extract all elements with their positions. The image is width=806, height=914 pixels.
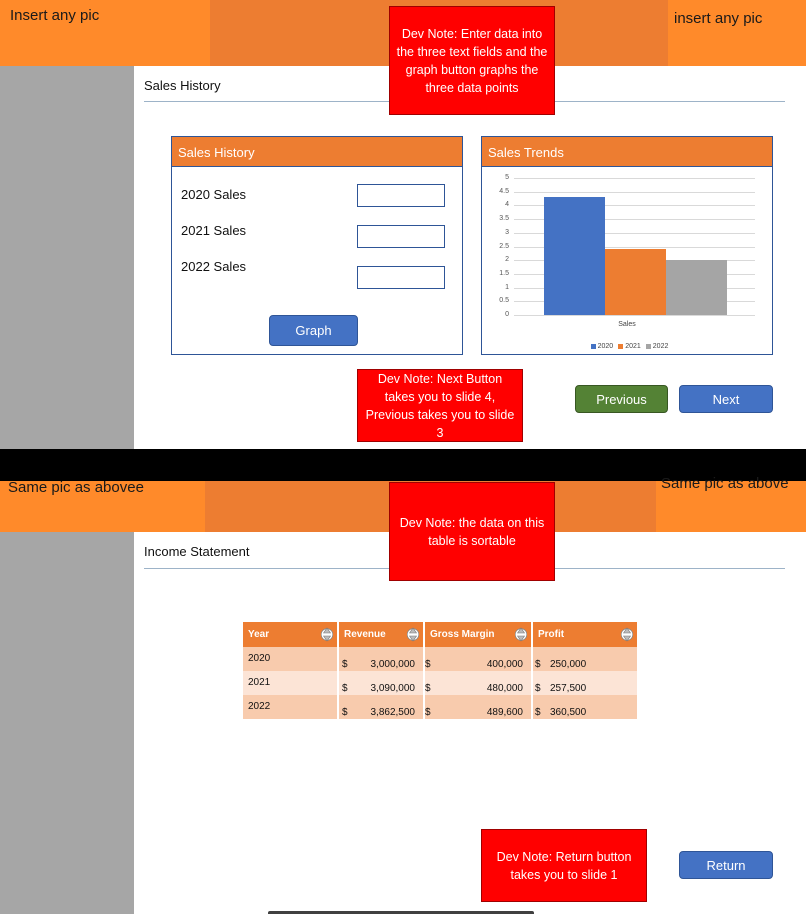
currency-symbol: $: [342, 659, 348, 670]
legend-swatch: [618, 344, 623, 349]
sort-icon[interactable]: [407, 625, 419, 644]
gridline: [514, 315, 755, 316]
sales-2020-input[interactable]: [357, 184, 445, 207]
income-statement-table: [241, 622, 639, 719]
return-button[interactable]: Return: [679, 851, 773, 879]
gridline: [514, 192, 755, 193]
cell-gross-margin: $ 400,000: [425, 647, 531, 671]
currency-symbol: $: [535, 659, 541, 670]
x-axis-label: Sales: [618, 321, 636, 328]
next-button[interactable]: Next: [679, 385, 773, 413]
field-label-2021: 2021 Sales: [181, 223, 247, 238]
currency-symbol: $: [425, 659, 431, 670]
y-tick-label: 4.5: [499, 187, 509, 195]
cell-revenue: $ 3,090,000: [339, 671, 423, 695]
top-image-placeholder-right: [668, 0, 806, 66]
dev-note-return: Dev Note: Return button takes you to slide 1: [481, 829, 647, 902]
column-header-profit[interactable]: Profit: [533, 622, 637, 647]
bottom-image-placeholder-right: [656, 475, 806, 532]
field-label-2022: 2022 Sales: [181, 259, 247, 274]
cell-year: 2020: [243, 647, 337, 671]
y-tick-label: 5: [505, 174, 509, 181]
legend-label: 2022: [652, 343, 669, 350]
sales-trends-chart: [481, 166, 773, 355]
field-label-2020: 2020 Sales: [181, 187, 247, 202]
cell-gross-margin: $ 480,000: [425, 671, 531, 695]
y-tick-label: 0.5: [499, 297, 509, 305]
dev-note-graph: Dev Note: Enter data into the three text fields and the graph button graphs the three data points: [389, 6, 555, 115]
cell-profit: $ 360,500: [533, 695, 637, 719]
table-row: [243, 695, 637, 719]
column-header-gross-margin[interactable]: Gross Margin: [425, 622, 531, 647]
cell-profit: $ 257,500: [533, 671, 637, 695]
y-tick-label: 2: [505, 256, 509, 264]
currency-symbol: $: [425, 707, 431, 718]
cell-revenue: $ 3,000,000: [339, 647, 423, 671]
sales-2021-input[interactable]: [357, 225, 445, 248]
previous-button[interactable]: Previous: [575, 385, 668, 413]
table-row: [243, 647, 637, 671]
legend-swatch: [591, 344, 596, 349]
cell-revenue: $ 3,862,500: [339, 695, 423, 719]
y-tick-label: 0: [505, 311, 509, 318]
sort-icon[interactable]: [321, 625, 333, 644]
table-row: [243, 671, 637, 695]
cell-profit: $ 250,000: [533, 647, 637, 671]
y-tick-label: 3: [505, 228, 509, 236]
bar-2020: [544, 197, 605, 315]
column-header-year[interactable]: Year: [243, 622, 337, 647]
legend-swatch: [646, 344, 651, 349]
placeholder-label: insert any pic: [674, 10, 763, 27]
dev-note-navigation: Dev Note: Next Button takes you to slide 4, Previous takes you to slide 3: [357, 369, 523, 442]
legend-label: 2021: [625, 343, 641, 350]
sort-icon[interactable]: [515, 625, 527, 644]
y-tick-label: 4: [505, 201, 509, 209]
currency-symbol: $: [342, 683, 348, 694]
bar-2021: [605, 249, 666, 315]
column-header-revenue[interactable]: Revenue: [339, 622, 423, 647]
placeholder-label: Same pic as above: [661, 475, 789, 492]
legend-label: 2020: [597, 343, 614, 350]
dev-note-table: Dev Note: the data on this table is sortable: [389, 482, 555, 581]
currency-symbol: $: [425, 683, 431, 694]
bar-2022: [666, 260, 727, 315]
chart-legend: [481, 343, 773, 350]
currency-symbol: $: [535, 707, 541, 718]
top-image-placeholder-left: [0, 0, 210, 66]
gridline: [514, 178, 755, 179]
bottom-left-sidebar: [0, 532, 134, 914]
y-tick-label: 1.5: [499, 269, 509, 277]
income-statement-title: Income Statement: [144, 544, 250, 559]
bottom-image-placeholder-left: [0, 481, 205, 532]
graph-button[interactable]: Graph: [269, 315, 358, 346]
currency-symbol: $: [342, 707, 348, 718]
cell-year: 2021: [243, 671, 337, 695]
currency-symbol: $: [535, 683, 541, 694]
sales-history-panel-title: Sales History: [172, 137, 462, 167]
placeholder-label: Same pic as abovee: [8, 479, 144, 496]
page-title: Sales History: [144, 78, 221, 93]
y-tick-label: 3.5: [499, 215, 509, 223]
left-sidebar: [0, 66, 134, 449]
cell-gross-margin: $ 489,600: [425, 695, 531, 719]
sort-icon[interactable]: [621, 625, 633, 644]
sales-trends-panel-title: Sales Trends: [482, 137, 772, 167]
sales-2022-input[interactable]: [357, 266, 445, 289]
y-tick-label: 1: [505, 283, 509, 291]
y-tick-label: 2.5: [499, 242, 509, 250]
placeholder-label: Insert any pic: [10, 7, 100, 24]
cell-year: 2022: [243, 695, 337, 719]
